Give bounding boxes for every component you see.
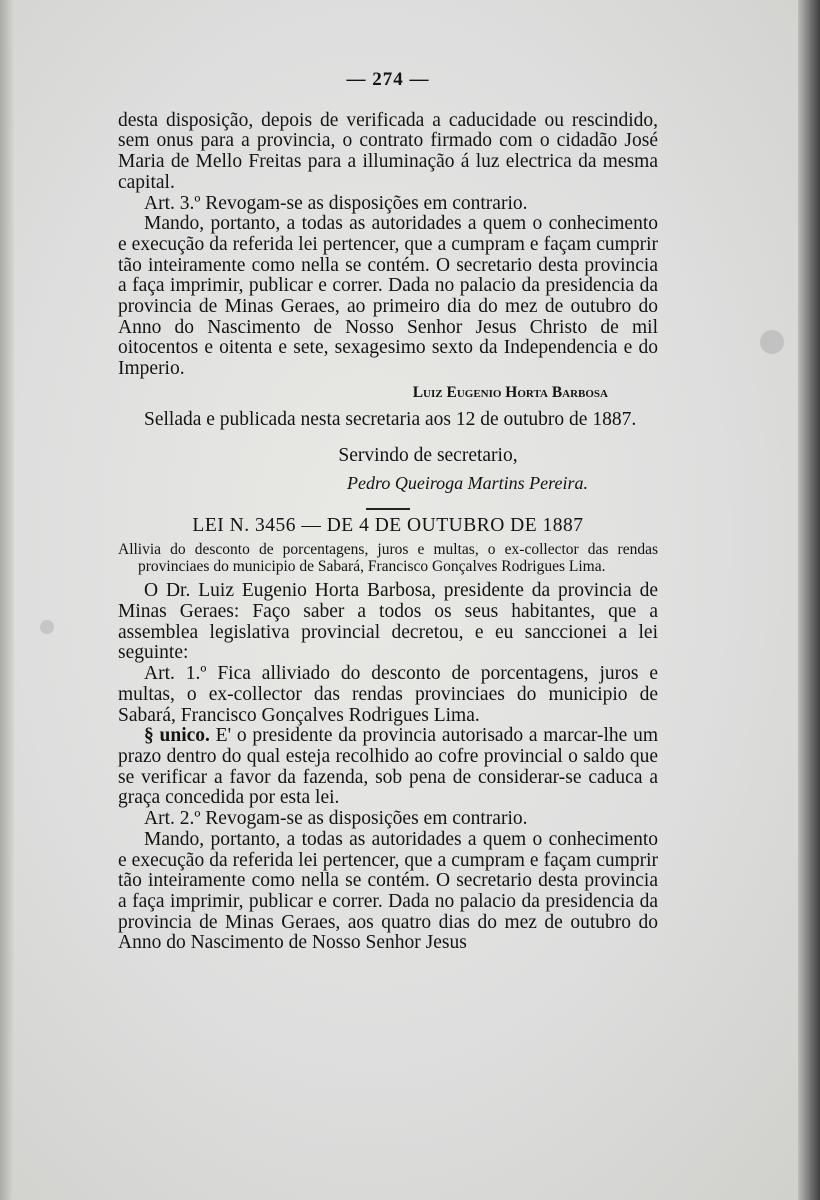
sealed-published-note: Sellada e publicada nesta secretaria aos 12 de outubro de 1887.	[144, 408, 637, 430]
promulgation-paragraph: Mando, portanto, a todas as autoridades a quem o conhecimento e execução da referida lei pertencer, que a cumpram e façam cumprir tão inteiramente como nella se contém. O secretario desta provincia a faça imprimir, publicar e correr. Dada no palacio da presidencia da provincia de Minas Geraes, ao primeiro dia do mez de outubro do Anno do Nascimento de Nosso Senhor Jesus Christo de mil oitocentos e oitenta e sete, sexagesimo sexto da Independencia e do Imperio.	[118, 213, 658, 380]
page-left-edge	[0, 0, 14, 1200]
article-2: Art. 2.º Revogam-se as disposições em contrario.	[144, 808, 528, 830]
signature-president: Luiz Eugenio Horta Barbosa	[412, 383, 608, 401]
page-right-edge-shadow	[798, 0, 820, 1200]
ink-blot	[760, 330, 784, 354]
ink-blot	[40, 620, 54, 634]
unico-text: E' o presidente da provincia autorisado a marcar-lhe um prazo dentro do qual esteja recolhido ao cofre provincial o saldo que se verificar a favor da fazenda, sob pena de considerar-se caduca a graça concedida por esta lei.	[118, 725, 658, 809]
article-3: Art. 3.º Revogam-se as disposições em contrario.	[144, 192, 528, 214]
law-summary: Allivia do desconto de porcentagens, juros e multas, o ex-collector das rendas provinciaes do municipio de Sabará, Francisco Gonçalves Rodrigues Lima.	[118, 541, 658, 575]
page-number: — 274 —	[346, 69, 430, 90]
section-divider	[366, 508, 410, 510]
servindo-de-secretario: Servindo de secretario,	[338, 445, 518, 467]
law-preamble: O Dr. Luiz Eugenio Horta Barbosa, presidente da provincia de Minas Geraes: Faço saber a todos os seus habitantes, que a assemblea legislativa provincial decretou, e eu sanccionei a lei seguinte:	[118, 580, 658, 664]
paragraph: desta disposição, depois de verificada a caducidade ou rescindido, sem onus para a provincia, o contrato firmado com o cidadão José Maria de Mello Freitas para a illuminação á luz electrica da mesma capital.	[118, 109, 658, 193]
document-body	[118, 62, 658, 954]
promulgation-paragraph-2: Mando, portanto, a todas as autoridades a quem o conhecimento e execução da referida lei pertencer, que a cumpram e façam cumprir tão inteiramente como nella se contém. O secretario desta provincia a faça imprimir, publicar e correr. Dada no palacio da presidencia da provincia de Minas Geraes, aos quatro dias do mez de outubro do Anno do Nascimento de Nosso Senhor Jesus	[118, 828, 658, 954]
article-1: Art. 1.º Fica alliviado do desconto de porcentagens, juros e multas, o ex-collector das rendas provinciaes do municipio de Sabará, Francisco Gonçalves Rodrigues Lima.	[118, 663, 658, 726]
secretary-signature: Pedro Queiroga Martins Pereira.	[347, 472, 588, 493]
law-title: LEI N. 3456 — DE 4 DE OUTUBRO DE 1887	[192, 514, 584, 536]
unico-label: § unico.	[144, 725, 210, 747]
paragraph-unico	[118, 726, 658, 809]
